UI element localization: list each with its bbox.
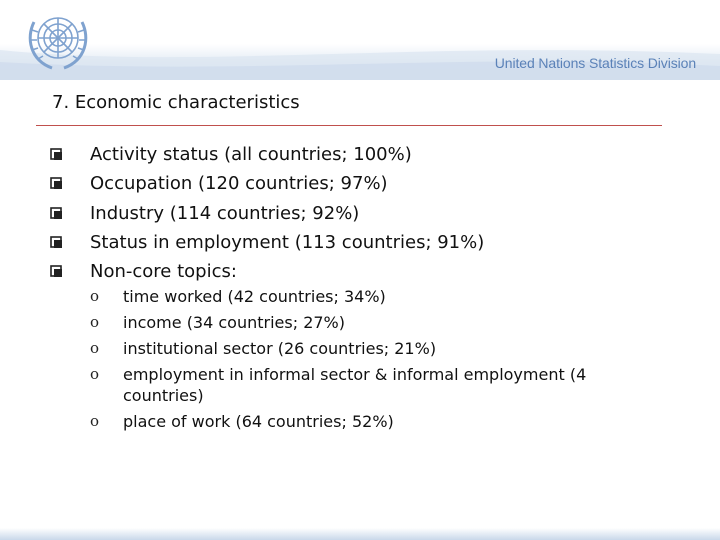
title-divider [36, 125, 662, 126]
sub-bullet-marker: o [90, 313, 100, 331]
sub-bullet-text: place of work (64 countries; 52%) [123, 412, 394, 431]
sub-bullet-text: institutional sector (26 countries; 21%) [123, 339, 437, 358]
un-emblem-icon [22, 8, 94, 74]
sub-bullet-text: income (34 countries; 27%) [123, 313, 345, 332]
bullet-text: Status in employment (113 countries; 91%) [90, 231, 485, 253]
bullet-text: Non-core topics: [90, 261, 237, 283]
sub-bullet-item [90, 411, 663, 432]
slide-title: 7. Economic characteristics [52, 92, 300, 113]
sub-bullet-marker: o [90, 339, 100, 357]
organization-name: United Nations Statistics Division [494, 55, 696, 71]
sub-bullet-marker: o [90, 287, 100, 305]
sub-bullet-item [90, 338, 663, 359]
header-band [0, 0, 720, 80]
sub-bullet-marker: o [90, 412, 100, 430]
main-bullet-list [50, 140, 484, 286]
bullet-text: Industry (114 countries; 92%) [90, 202, 360, 224]
sub-bullet-item [90, 312, 663, 333]
bullet-text: Occupation (120 countries; 97%) [90, 173, 388, 195]
checkbox-square-icon [50, 148, 62, 160]
bullet-item [50, 140, 484, 169]
bullet-item [50, 257, 484, 286]
bullet-text: Activity status (all countries; 100%) [90, 144, 412, 165]
checkbox-square-icon [50, 207, 62, 219]
sub-bullet-list [90, 286, 663, 437]
bullet-item [50, 169, 484, 198]
checkbox-square-icon [50, 265, 62, 277]
sub-bullet-item [90, 364, 663, 406]
bullet-item [50, 228, 484, 257]
bullet-item [50, 199, 484, 228]
checkbox-square-icon [50, 236, 62, 248]
sub-bullet-item [90, 286, 663, 307]
footer-band [0, 528, 720, 540]
sub-bullet-text: employment in informal sector & informal employment (4 countries) [123, 365, 587, 405]
checkbox-square-icon [50, 177, 62, 189]
sub-bullet-marker: o [90, 365, 100, 383]
sub-bullet-text: time worked (42 countries; 34%) [123, 287, 386, 306]
